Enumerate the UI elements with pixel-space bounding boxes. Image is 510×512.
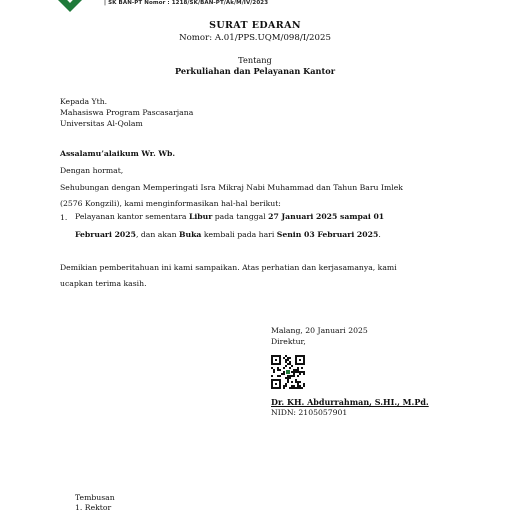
list-item-1: Pelayanan kantor sementara Libur pada tanggal 27 Januari 2025 sampai 01 Februari 2025, dan akan Buka kembali pada hari Senin 03 Februari 2025. (75, 212, 385, 239)
qr-code-signature (271, 355, 305, 389)
recipient-institution: Universitas Al-Qolam (60, 119, 143, 128)
letter-number: Nomor: A.01/PPS.UQM/098/I/2025 (179, 33, 331, 43)
accreditation-text: | SK BAN-PT Nomor : 1218/SK/BAN-PT/Ak/M/IV/2023 (104, 0, 269, 6)
salam: Assalamu’alaikum Wr. Wb. (60, 149, 176, 158)
letter-subject: Perkuliahan dan Pelayanan Kantor (174, 66, 336, 76)
cc-label: Tembusan (75, 493, 115, 502)
recipient-group: Mahasiswa Program Pascasarjana (60, 108, 194, 117)
signer-nidn: NIDN: 2105057901 (271, 408, 348, 417)
signer-role: Direktur, (271, 337, 306, 346)
closing-line-2: ucapkan terima kasih. (60, 279, 147, 288)
paragraph-1-line-1: Sehubungan dengan Memperingati Isra Mikraj Nabi Muhammad dan Tahun Baru Imlek (60, 183, 403, 192)
place-date: Malang, 20 Januari 2025 (271, 326, 368, 335)
university-logo (40, 0, 100, 14)
opening: Dengan hormat, (60, 166, 124, 175)
paragraph-1-line-2: (2576 Kongzili), kami menginformasikan hal-hal berikut: (60, 199, 281, 208)
list-item-number: 1. (60, 213, 68, 222)
closing-line-1: Demikian pemberitahuan ini kami sampaikan. Atas perhatian dan kerjasamanya, kami (60, 263, 397, 272)
recipient-greeting: Kepada Yth. (60, 97, 108, 106)
letter-about-label: Tentang (238, 55, 272, 65)
cc-item-1: 1. Rektor (75, 503, 112, 512)
signer-name: Dr. KH. Abdurrahman, S.HI., M.Pd. (271, 397, 429, 407)
letter-title: SURAT EDARAN (209, 20, 301, 31)
